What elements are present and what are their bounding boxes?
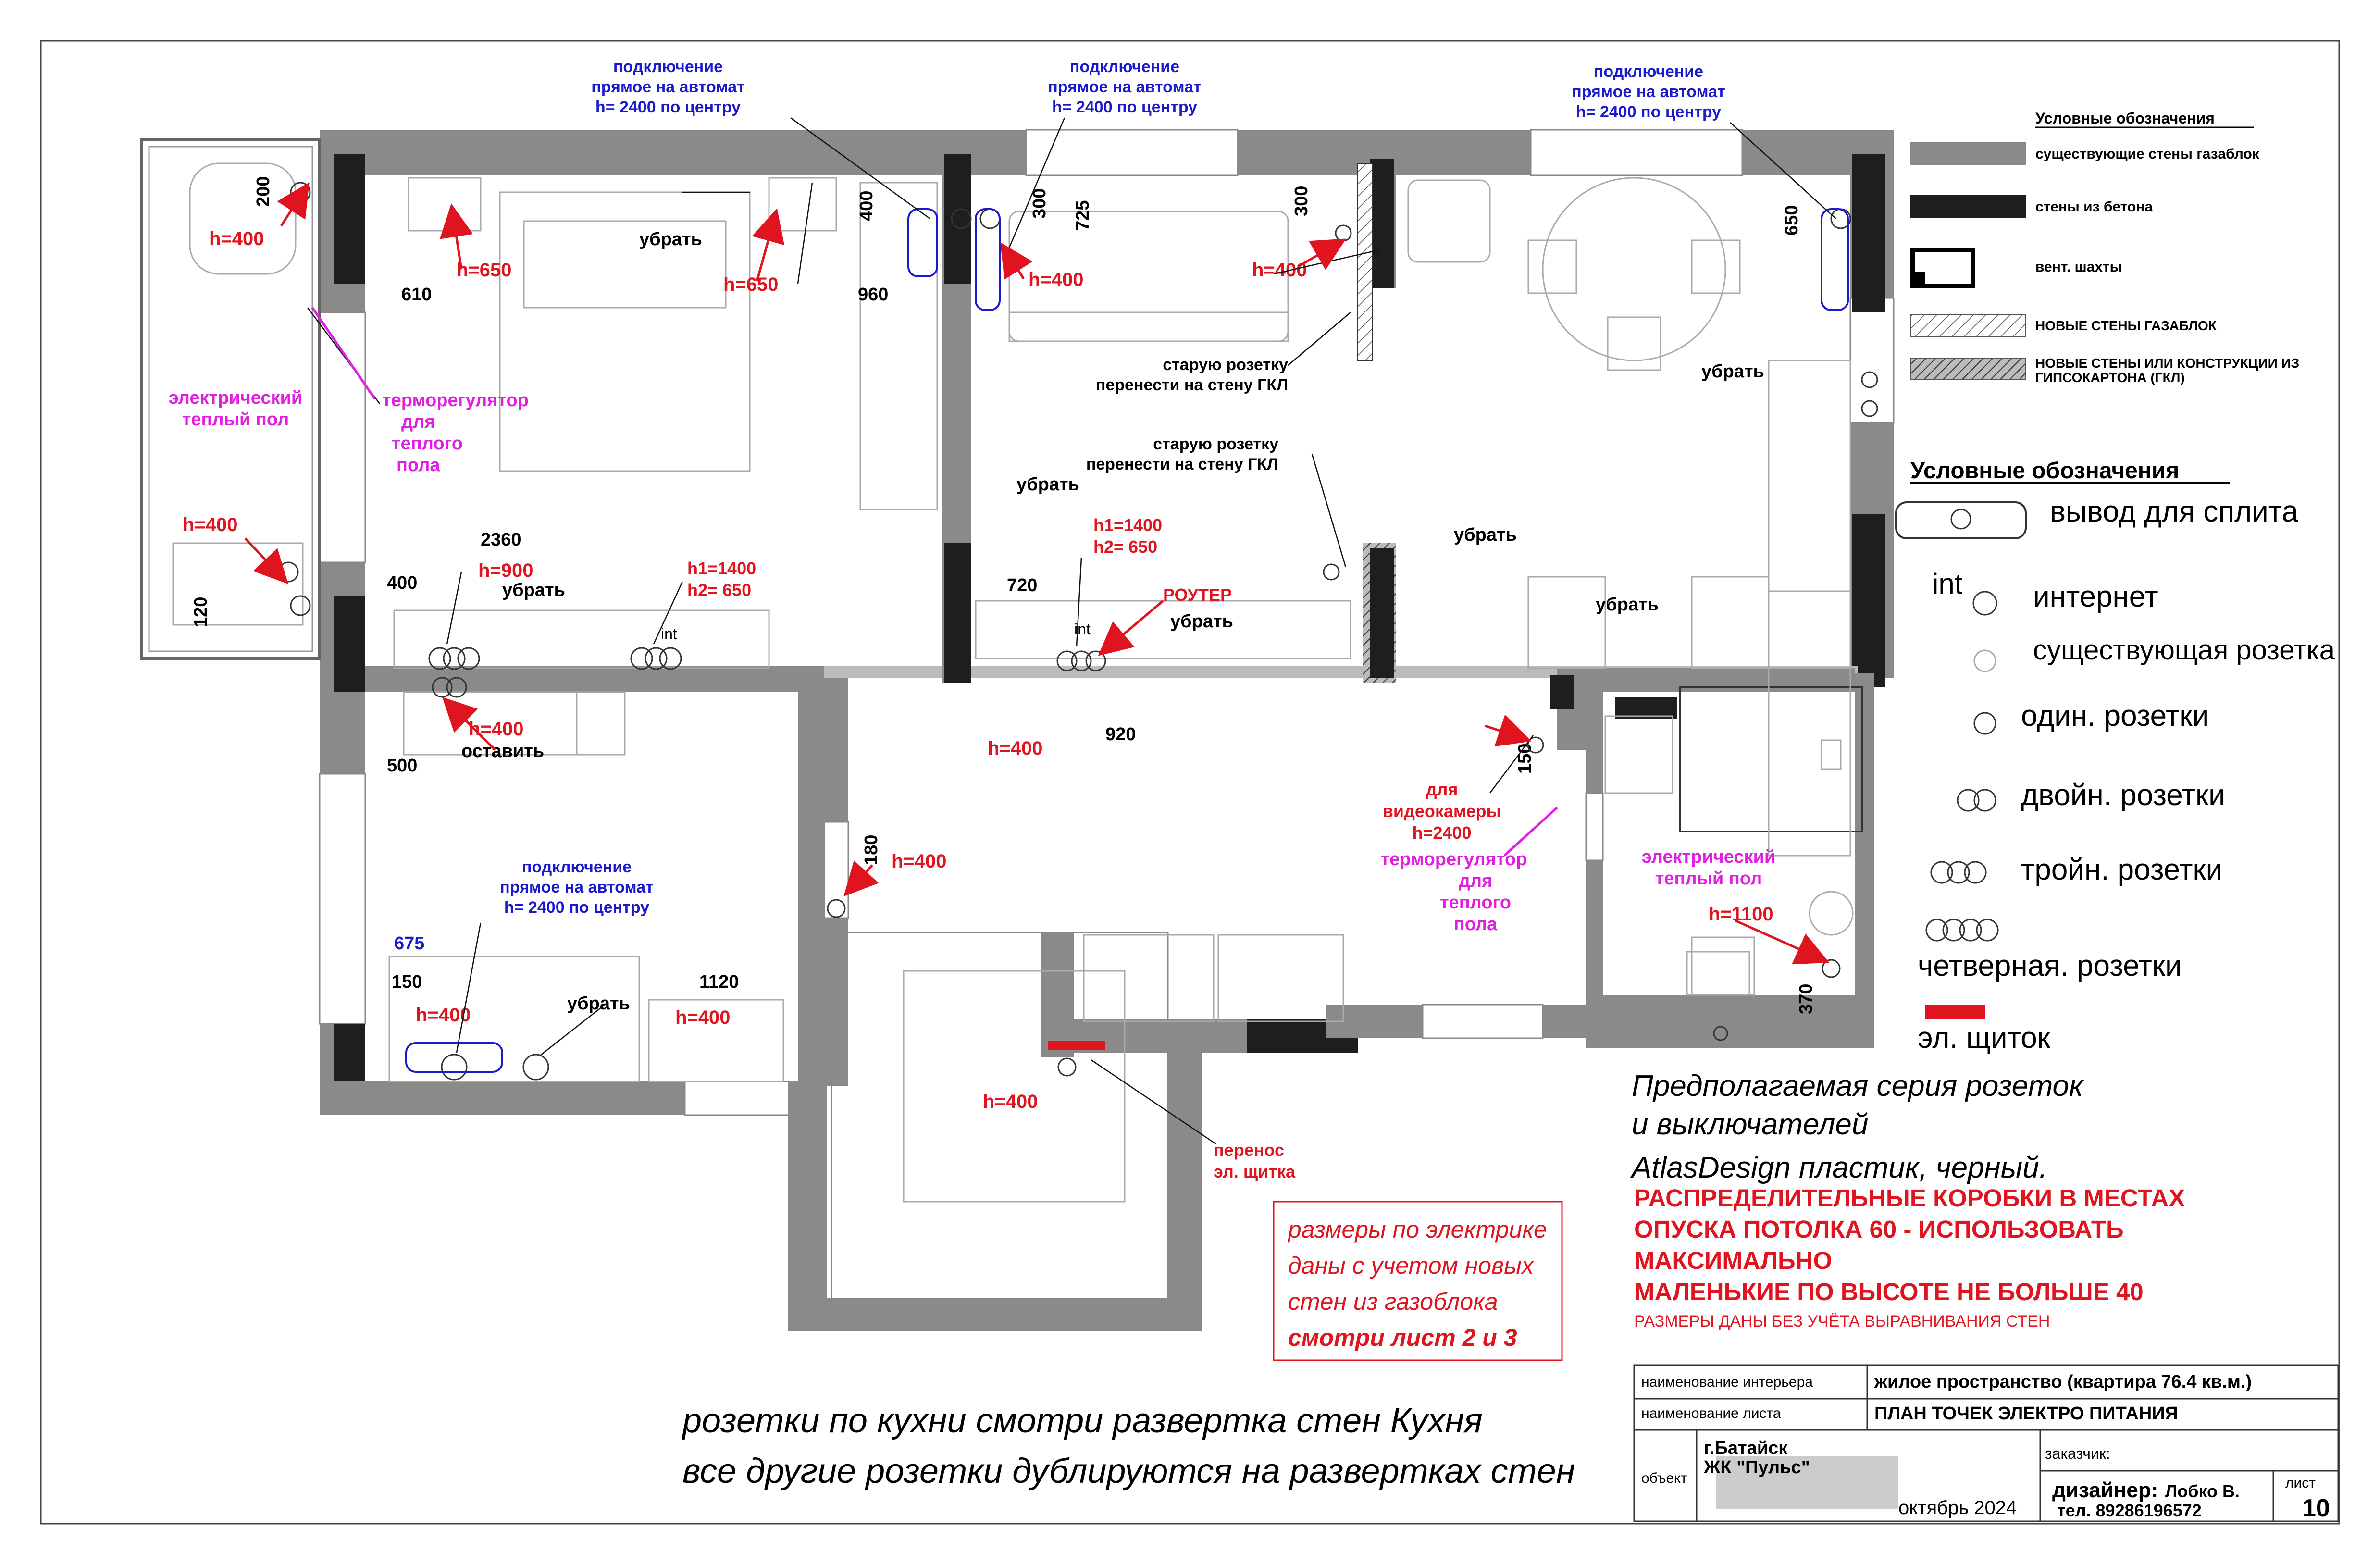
direct-note-2-l1: подключение (1069, 58, 1180, 76)
dim-180: 180 (861, 834, 881, 865)
remove-keep-notes (461, 229, 1764, 1014)
direct-note-4-l3: h= 2400 по центру (504, 898, 650, 917)
direct-note-2-l2: прямое на автомат (1048, 78, 1202, 96)
series-line-1: Предполагаемая серия розеток (1632, 1069, 2083, 1103)
legend-panel: эл. щиток (1918, 1021, 2050, 1055)
thermo-1-l2: для (401, 412, 435, 432)
dim-150-a: 150 (1515, 743, 1535, 774)
sizes-note-1: размеры по электрике (1288, 1216, 1547, 1243)
h400-panel: h=400 (983, 1091, 1038, 1112)
dim-150-b: 150 (392, 972, 422, 992)
thermo-2-l1: терморегулятор (1380, 849, 1527, 869)
panel-move-1: перенос (1214, 1140, 1285, 1160)
bottom-note-2: все другие розетки дублируются на развертках стен (682, 1452, 1575, 1490)
dim-400: 400 (856, 190, 877, 221)
red-notice-1: РАСПРЕДЕЛИТЕЛЬНЫЕ КОРОБКИ В МЕСТАХ (1634, 1184, 2185, 1212)
dim-300-b: 300 (1291, 186, 1312, 216)
remove-4: убрать (1170, 611, 1233, 632)
legend-triple: тройн. розетки (2021, 853, 2223, 886)
direct-note-1-l2: прямое на автомат (591, 78, 745, 96)
remove-7: убрать (1701, 361, 1764, 382)
remove-2: убрать (1016, 474, 1079, 495)
bottom-note-1: розетки по кухни смотри развертка стен Кухня (682, 1402, 1483, 1440)
remove-3: убрать (502, 580, 565, 600)
red-notice (1634, 1184, 2185, 1330)
legend-item-new-gas: НОВЫЕ СТЕНЫ ГАЗАБЛОК (2035, 318, 2217, 333)
el-floor-balcony-2: теплый пол (182, 410, 289, 430)
thermo-1-l4: пола (397, 455, 440, 475)
dim-500: 500 (387, 756, 418, 776)
h400-bedroom2-top: h=400 (469, 719, 524, 740)
camera-note-1: для (1426, 780, 1458, 799)
dim-300-a: 300 (1029, 188, 1050, 219)
red-small-note: РАЗМЕРЫ ДАНЫ БЕЗ УЧЁТА ВЫРАВНИВАНИЯ СТЕН (1634, 1312, 2050, 1330)
thermo-1-l3: теплого (392, 434, 463, 454)
dim-2360: 2360 (481, 530, 521, 550)
sizes-note-4: смотри лист 2 и 3 (1288, 1324, 1517, 1351)
int-label-2: int (1074, 621, 1091, 638)
dim-650: 650 (1782, 205, 1802, 236)
direct-note-3-l1: подключение (1593, 62, 1704, 81)
el-floor-bath-2: теплый пол (1655, 869, 1762, 889)
dim-120: 120 (191, 596, 211, 627)
dim-370: 370 (1796, 983, 1816, 1014)
electrical-panel-mark (1048, 1041, 1105, 1050)
legend-double: двойн. розетки (2021, 779, 2225, 812)
red-notice-4: МАЛЕНЬКИЕ ПО ВЫСОТЕ НЕ БОЛЬШЕ 40 (1634, 1278, 2144, 1305)
split-outlets (406, 209, 1848, 1072)
legend-single: один. розетки (2021, 699, 2209, 733)
h400-bedroom2-b: h=400 (675, 1007, 731, 1028)
tb-city: г.Батайск (1704, 1438, 1788, 1458)
direct-connection-notes (500, 58, 1725, 917)
tb-page: 10 (2302, 1494, 2330, 1522)
tb-label-object: объект (1641, 1470, 1687, 1486)
h-pair-2-a: h1=1400 (1093, 515, 1163, 535)
series-line-3: AtlasDesign пластик, черный. (1632, 1151, 2047, 1184)
legend-int: int (1932, 568, 1963, 600)
remove-1: убрать (639, 229, 702, 249)
remove-5: убрать (1454, 525, 1517, 545)
tb-phone: тел. 89286196572 (2057, 1501, 2202, 1520)
tb-interior: жилое пространство (квартира 76.4 кв.м.) (1874, 1372, 2252, 1392)
legend-quad: четверная. розетки (1918, 949, 2182, 982)
legend-split: вывод для сплита (2050, 495, 2298, 528)
old-socket-1-l2: перенести на стену ГКЛ (1095, 376, 1288, 394)
thermo-2-l4: пола (1453, 914, 1498, 934)
h400-kitchen-top: h=400 (1252, 260, 1307, 281)
h400-living-bottom: h=400 (988, 738, 1043, 759)
legend-item-gas: существующие стены газаблок (2035, 146, 2259, 162)
thermo-2-l2: для (1458, 871, 1493, 891)
red-notice-2: ОПУСКА ПОТОЛКА 60 - ИСПОЛЬЗОВАТЬ (1634, 1216, 2124, 1243)
legend-item-gkl-2: ГИПСОКАРТОНА (ГКЛ) (2035, 370, 2185, 385)
tb-designer-label: дизайнер: (2052, 1478, 2158, 1502)
legend-item-gkl-1: НОВЫЕ СТЕНЫ ИЛИ КОНСТРУКЦИИ ИЗ (2035, 356, 2300, 371)
legend-walls-title: Условные обозначения (2035, 110, 2215, 127)
h-pair-1-b: h2= 650 (687, 580, 752, 600)
el-floor-balcony-1: электрический (168, 388, 303, 408)
h-pair-2-b: h2= 650 (1093, 537, 1158, 557)
tb-label-sheet: наименование листа (1641, 1405, 1781, 1421)
camera-note-3: h=2400 (1412, 823, 1472, 843)
sizes-note-3: стен из газоблока (1288, 1288, 1498, 1315)
legend-item-concrete: стены из бетона (2035, 199, 2153, 215)
h400-bedroom2-a: h=400 (416, 1005, 471, 1026)
tb-sheet: ПЛАН ТОЧЕК ЭЛЕКТРО ПИТАНИЯ (1874, 1404, 2178, 1424)
dim-920: 920 (1105, 724, 1136, 745)
old-socket-1-l1: старую розетку (1163, 356, 1288, 374)
direct-note-4-l2: прямое на автомат (500, 878, 654, 896)
direct-note-3-l3: h= 2400 по центру (1575, 103, 1722, 121)
tb-label-interior: наименование интерьера (1641, 1374, 1813, 1390)
dimensions (191, 176, 1816, 1014)
direct-note-2-l3: h= 2400 по центру (1052, 98, 1198, 116)
walls (142, 130, 1894, 1331)
h1100: h=1100 (1709, 904, 1773, 925)
direct-note-3-l2: прямое на автомат (1572, 83, 1725, 101)
old-socket-2-l2: перенести на стену ГКЛ (1086, 455, 1278, 473)
dim-610: 610 (401, 285, 432, 305)
int-label-1: int (661, 625, 677, 643)
h650-bed-right: h=650 (723, 274, 779, 295)
panel-move-2: эл. щитка (1214, 1162, 1296, 1181)
h400-living-top: h=400 (1029, 269, 1084, 290)
direct-note-1-l1: подключение (613, 58, 723, 76)
legend-sockets (1896, 458, 2335, 1055)
camera-note-2: видеокамеры (1382, 801, 1501, 821)
remove-8: убрать (567, 994, 630, 1014)
h400-balcony-bottom: h=400 (183, 514, 238, 535)
dim-400-b: 400 (387, 573, 418, 593)
remove-6: убрать (1596, 595, 1659, 615)
red-notice-3: МАКСИМАЛЬНО (1634, 1247, 1833, 1274)
legend-existing: существующая розетка (2033, 634, 2335, 666)
dim-960: 960 (858, 285, 889, 305)
old-socket-2-l1: старую розетку (1153, 435, 1278, 453)
h400-balcony-top: h=400 (209, 228, 264, 249)
thermo-2-l3: теплого (1439, 893, 1512, 913)
dim-200: 200 (253, 176, 273, 207)
dim-720: 720 (1007, 575, 1038, 596)
dim-725: 725 (1073, 200, 1093, 231)
tb-designer: Лобко В. (2165, 1481, 2240, 1501)
bottom-notes (682, 1402, 1575, 1490)
sizes-note (1274, 1202, 1562, 1360)
h900: h=900 (478, 560, 533, 581)
keep-1: оставить (461, 741, 545, 761)
el-floor-bath-1: электрический (1641, 847, 1776, 867)
tb-label-page: лист (2285, 1475, 2316, 1491)
tb-label-customer: заказчик: (2045, 1445, 2110, 1462)
legend-sockets-title: Условные обозначения (1910, 458, 2180, 484)
legend-item-vent: вент. шахты (2035, 259, 2122, 275)
direct-note-4-l1: подключение (521, 858, 632, 876)
sizes-note-2: даны с учетом новых (1288, 1252, 1534, 1279)
router-label: РОУТЕР (1163, 585, 1232, 605)
dim-1120: 1120 (699, 972, 739, 992)
h400-loggia: h=400 (892, 851, 947, 872)
floor-heating-notes (169, 388, 1776, 934)
h-pair-1-a: h1=1400 (687, 559, 756, 578)
thermo-1-l1: терморегулятор (382, 390, 529, 410)
h650-bed-left: h=650 (457, 260, 512, 281)
dim-675: 675 (394, 933, 425, 954)
direct-note-1-l3: h= 2400 по центру (595, 98, 741, 116)
legend-internet: интернет (2033, 580, 2158, 613)
tb-date: октябрь 2024 (1898, 1497, 2017, 1518)
series-note (1630, 1069, 2084, 1184)
tb-complex: ЖК "Пульс" (1704, 1457, 1810, 1478)
legend-walls (1910, 110, 2299, 385)
series-line-2: и выключателей (1632, 1108, 1869, 1141)
